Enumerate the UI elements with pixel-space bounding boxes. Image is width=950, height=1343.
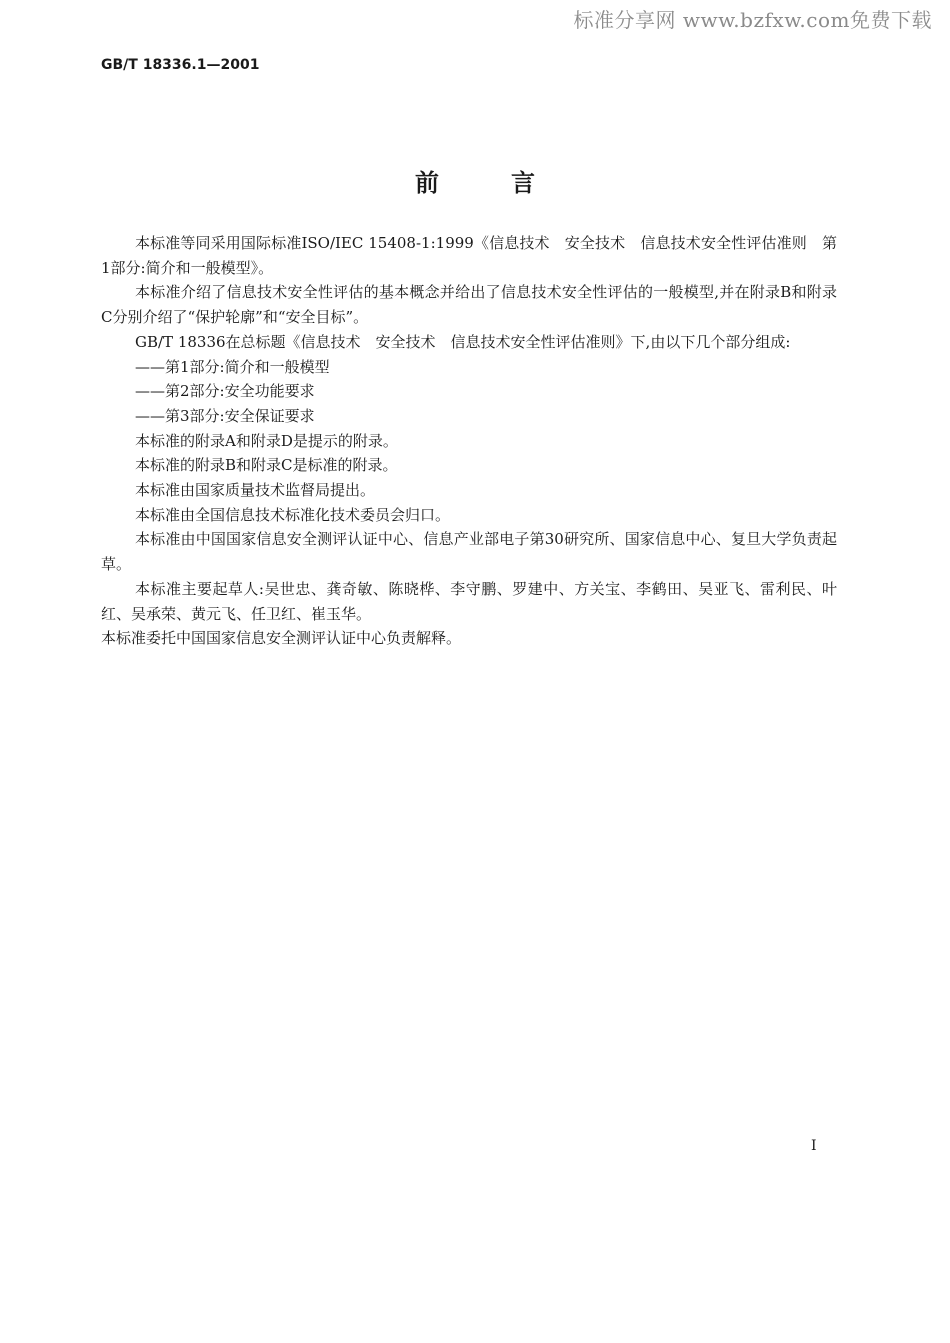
paragraph-structure: GB/T 18336在总标题《信息技术 安全技术 信息技术安全性评估准则》下,由以下几个部分组成: bbox=[135, 332, 791, 351]
paragraph-drafters: 本标准主要起草人:吴世忠、龚奇敏、陈晓桦、李守鹏、罗建中、方关宝、李鹤田、吴亚飞、雷利民、叶红、吴承荣、黄元飞、任卫红、崔玉华。 bbox=[101, 579, 837, 623]
list-item-part-3: ——第3部分:安全保证要求 bbox=[135, 406, 315, 425]
paragraph-drafted-by: 本标准由中国国家信息安全测评认证中心、信息产业部电子第30研究所、国家信息中心、复旦大学负责起草。 bbox=[101, 530, 837, 574]
list-item-part-2: ——第2部分:安全功能要求 bbox=[135, 382, 315, 401]
page-title: 前言 bbox=[415, 168, 607, 197]
page-number: I bbox=[811, 1138, 817, 1154]
paragraph-proposed-by: 本标准由国家质量技术监督局提出。 bbox=[135, 481, 376, 500]
standard-code: GB/T 18336.1—2001 bbox=[101, 57, 260, 73]
paragraph-interpretation: 本标准委托中国国家信息安全测评认证中心负责解释。 bbox=[101, 629, 462, 648]
list-item-part-1: ——第1部分:简介和一般模型 bbox=[135, 357, 330, 376]
paragraph-centralized-by: 本标准由全国信息技术标准化技术委员会归口。 bbox=[135, 505, 451, 524]
watermark-text: 标准分享网 www.bzfxw.com免费下载 bbox=[573, 8, 932, 32]
paragraph-informative-annexes: 本标准的附录A和附录D是提示的附录。 bbox=[135, 431, 398, 450]
paragraph-adoption: 本标准等同采用国际标准ISO/IEC 15408-1:1999《信息技术 安全技术 信息技术安全性评估准则 第1部分:简介和一般模型》。 bbox=[101, 234, 837, 277]
paragraph-introduction: 本标准介绍了信息技术安全性评估的基本概念并给出了信息技术安全性评估的一般模型,并在附录B和附录C分别介绍了“保护轮廓”和“安全目标”。 bbox=[101, 283, 837, 327]
paragraph-normative-annexes: 本标准的附录B和附录C是标准的附录。 bbox=[135, 456, 398, 475]
foreword-body bbox=[101, 231, 837, 651]
